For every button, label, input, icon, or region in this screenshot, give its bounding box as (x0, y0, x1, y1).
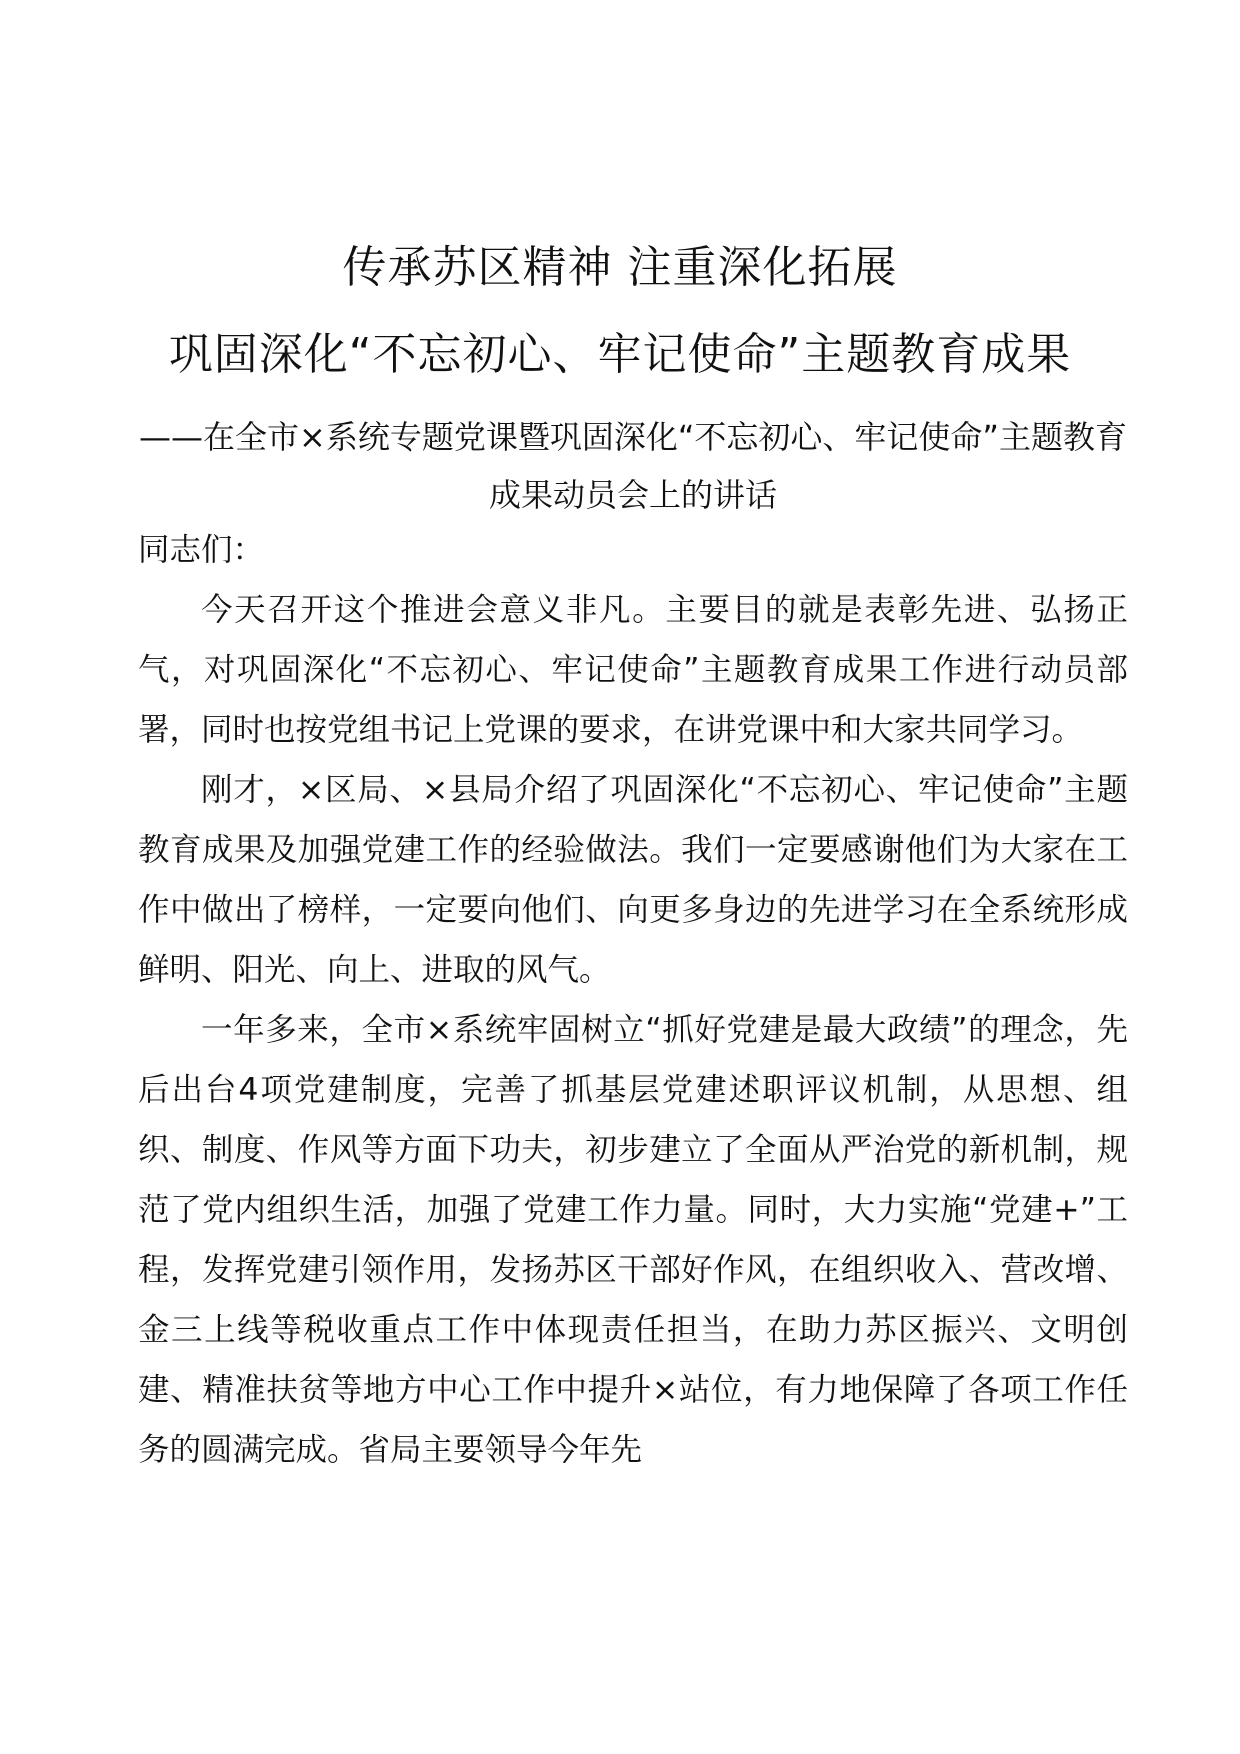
paragraph-2: 刚才，×区局、×县局介绍了巩固深化“不忘初心、牢记使命”主题教育成果及加强党建工作的经验做法。我们一定要感谢他们为大家在工作中做出了榜样，一定要向他们、向更多身边的先进学习在全系统形成鲜明、阳光、向上、进取的风气。 (138, 772, 1128, 988)
paragraph-3: 一年多来，全市×系统牢固树立“抓好党建是最大政绩”的理念，先后出台4项党建制度，完善了抓基层党建述职评议机制，从思想、组织、制度、作风等方面下功夫，初步建立了全面从严治党的新机制，规范了党内组织生活，加强了党建工作力量。同时，大力实施“党建+”工程，发挥党建引领作用，发扬苏区干部好作风，在组织收入、营改增、金三上线等税收重点工作中体现责任担当，在助力苏区振兴、文明创建、精准扶贫等地方中心工作中提升×站位，有力地保障了各项工作任务的圆满完成。省局主要领导今年先 (138, 1012, 1128, 1468)
paragraph-1: 今天召开这个推进会意义非凡。主要目的就是表彰先进、弘扬正气，对巩固深化“不忘初心、牢记使命”主题教育成果工作进行动员部署，同时也按党组书记上党课的要求，在讲党课中和大家共同学习。 (138, 592, 1128, 748)
salutation: 同志们： (138, 532, 265, 568)
document-body (138, 520, 1128, 1480)
document-title-line1: 传承苏区精神 注重深化拓展 (342, 242, 898, 293)
document-subtitle: ——在全市×系统专题党课暨巩固深化“不忘初心、牢记使命”主题教育成果动员会上的讲话 (139, 418, 1127, 514)
document-title-line2: 巩固深化“不忘初心、牢记使命”主题教育成果 (168, 329, 1072, 380)
